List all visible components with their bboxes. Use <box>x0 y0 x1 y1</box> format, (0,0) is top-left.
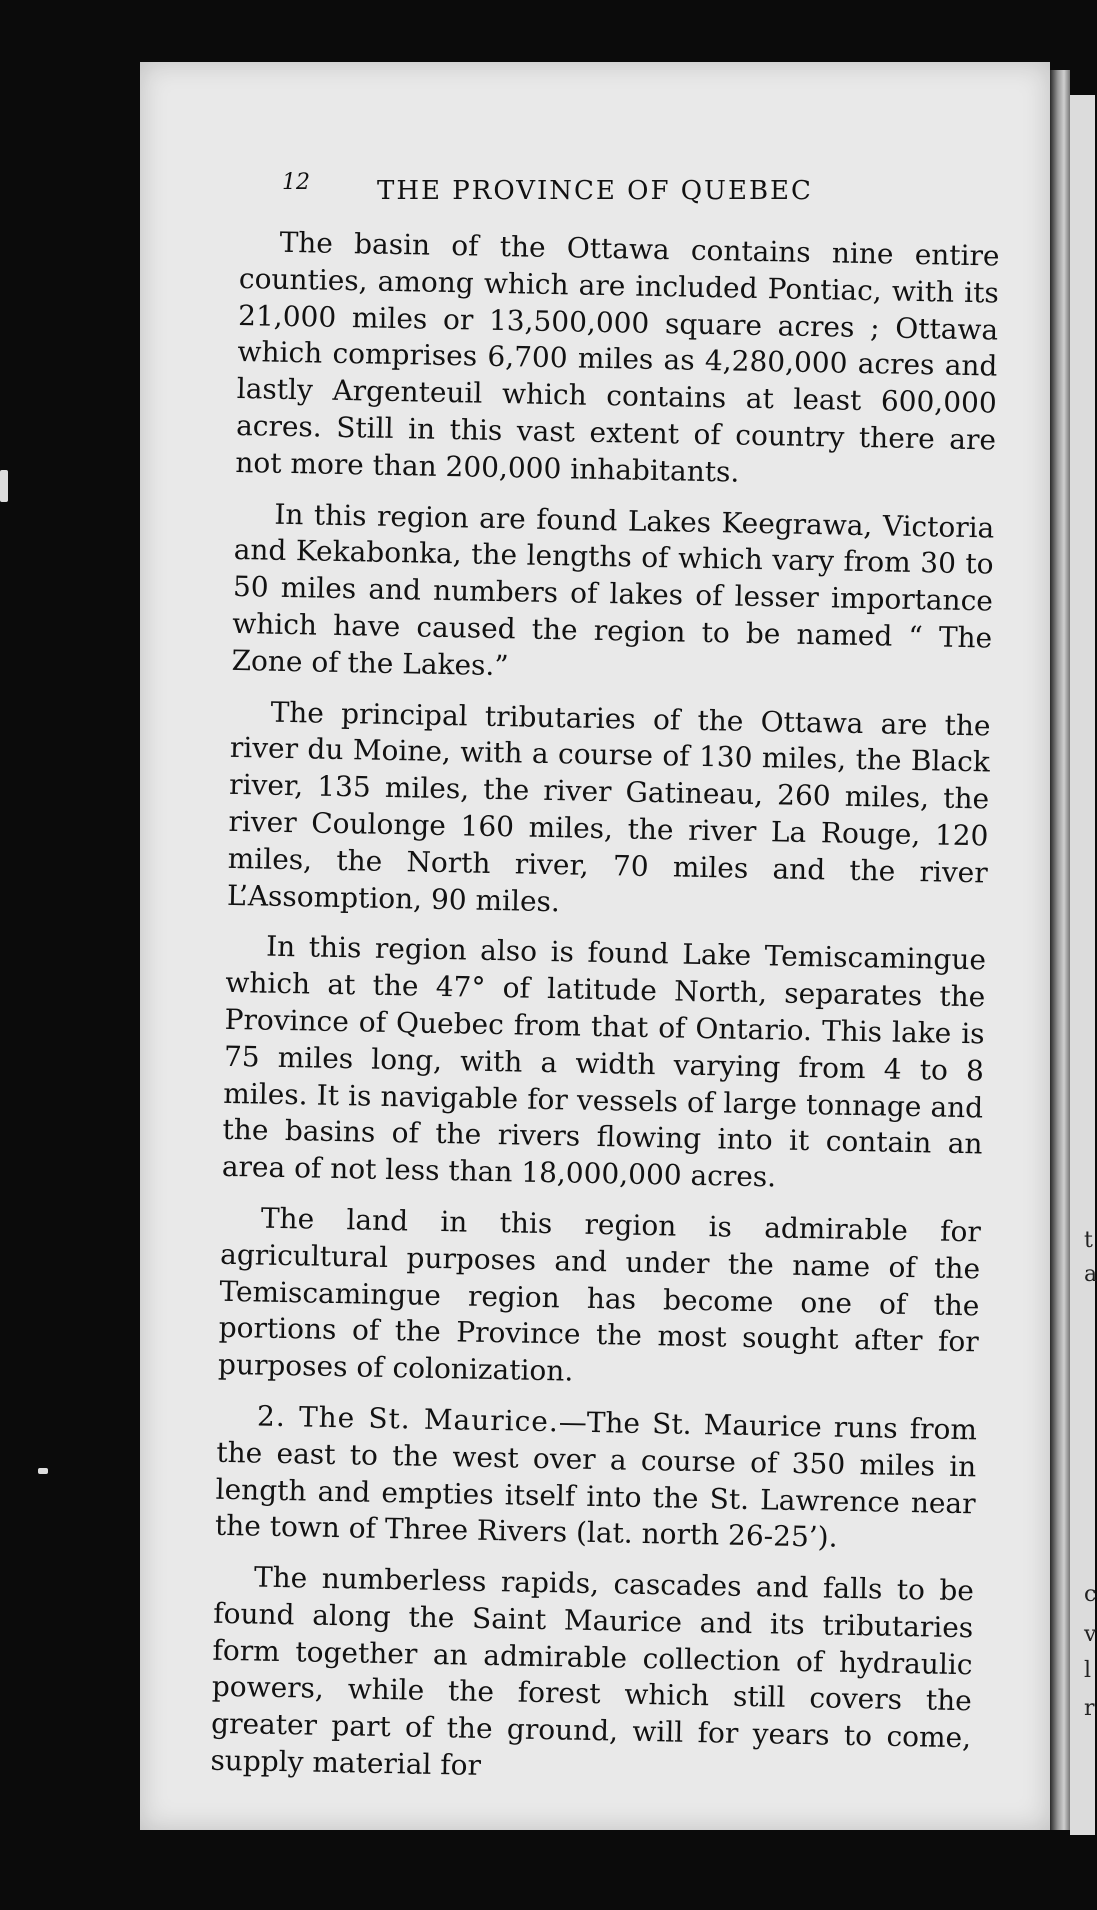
paragraph: The land in this region is admirable for agricultural purposes and under the name of the Temiscamingue region has become one of the portions of the Province the most sought after for purposes of colonization. <box>217 1201 982 1388</box>
edge-letter: r <box>1084 1696 1095 1721</box>
edge-letter: t <box>1084 1228 1093 1253</box>
paragraph: In this region are found Lakes Keegrawa, Victoria and Kekabonka, the lengths of which vary from 30 to 50 miles and numbers of lakes of lesser importance which have caused the region to be named “ The Zone of the Lakes.” <box>231 497 995 683</box>
paragraph-body: —The St. Maurice runs from the east to the west over a course of 350 miles in length and empties itself into the St. Lawrence near the town of Three Rivers (lat. north 26-25’). <box>214 1405 978 1555</box>
section-lead: 2. The St. Maurice. <box>256 1399 560 1439</box>
edge-letter: a <box>1084 1262 1097 1287</box>
paragraph-st-maurice <box>215 1398 978 1560</box>
page-header <box>282 170 912 220</box>
scan-artifact <box>0 470 8 502</box>
body-text <box>210 224 1000 1808</box>
paragraph: The basin of the Ottawa contains nine entire counties, among which are included Pontiac, with its 21,000 miles or 13,500,000 square acres ; Ottawa which comprises 6,700 miles as 4,280,000 acres and lastly Argenteuil which contains at least 600,000 acres. Still in this vast extent of country there are not more than 200,000 inhabitants. <box>235 225 1000 489</box>
paragraph: The principal tributaries of the Ottawa are the river du Moine, with a course of 130 miles, the Black river, 135 miles, the river Gatineau, 260 miles, the river Coulonge 160 miles, the river La Rouge, 120 miles, the North river, 70 miles and the river L’Assomption, 90 miles. <box>226 695 991 918</box>
paragraph: In this region also is found Lake Temiscamingue which at the 47° of latitude North, separates the Province of Quebec from that of Ontario. This lake is 75 miles long, with a width varying from 4 to 8 miles. It is navigable for vessels of large tonnage and the basins of the rivers flowing into it contain an area of not less than 18,000,000 acres. <box>221 929 987 1194</box>
edge-letter: l <box>1084 1658 1092 1683</box>
running-head: THE PROVINCE OF QUEBEC <box>377 176 813 206</box>
adjacent-page-strip <box>1070 95 1095 1835</box>
page-edge <box>1050 70 1070 1830</box>
scan-artifact <box>38 1468 48 1474</box>
edge-letter: v <box>1084 1622 1097 1647</box>
edge-letter: c <box>1084 1582 1097 1607</box>
page-number: 12 <box>282 170 310 195</box>
paragraph: The numberless rapids, cascades and falls to be found along the Saint Maurice and its tributaries form together an admirable collection of hydraulic powers, while the forest which still covers the greater part of the ground, will for years to come, supply material for <box>210 1560 975 1782</box>
